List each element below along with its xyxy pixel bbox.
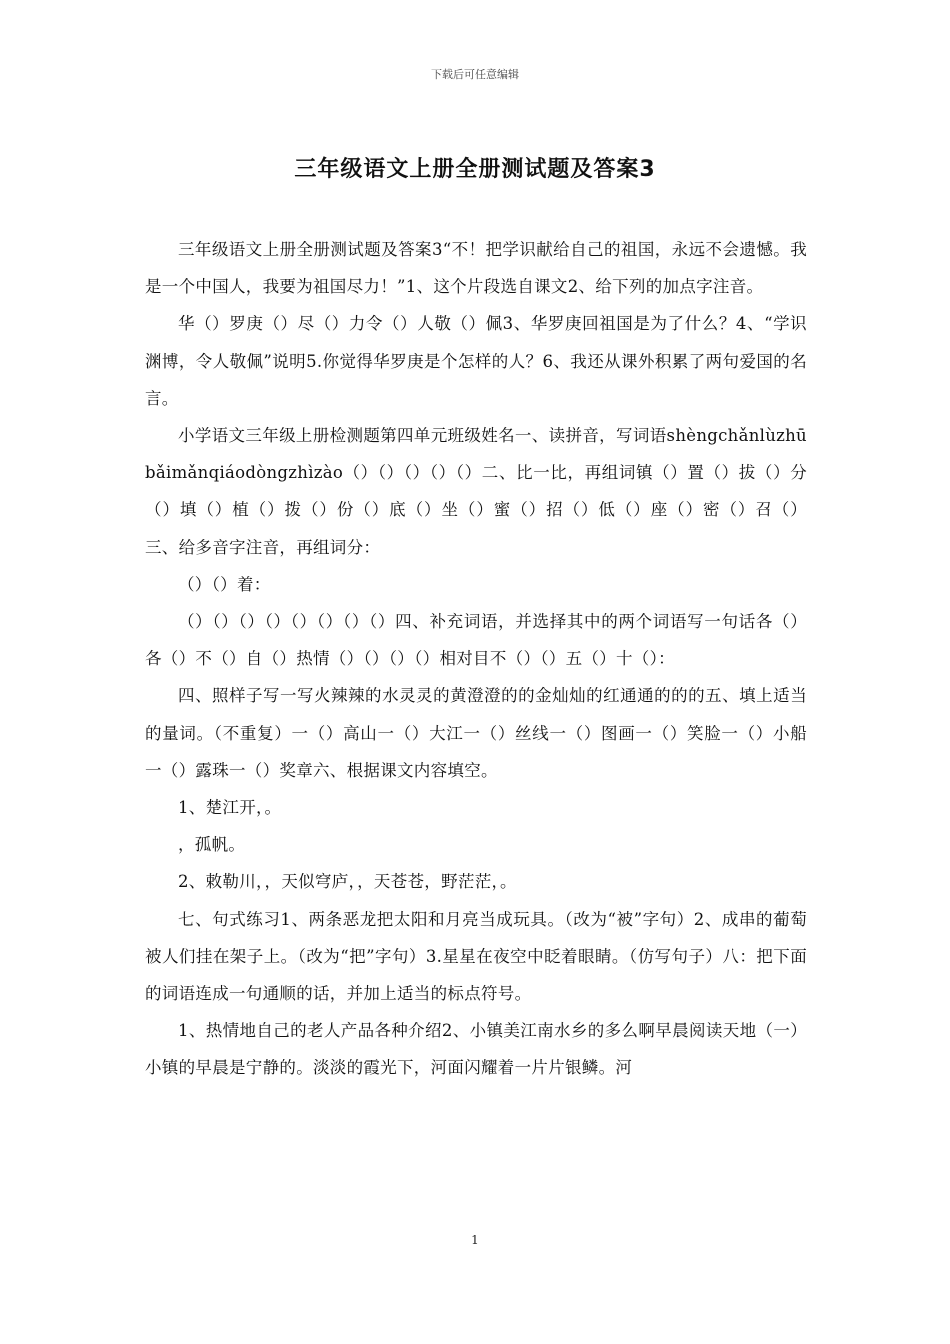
paragraph: （）（）（）（）（）（）（）（）四、补充词语，并选择其中的两个词语写一句话各（）各（）不（）自（）热情（）（）（）（）相对目不（）（）五（）十（）：: [145, 612, 807, 669]
document-title: 三年级语文上册全册测试题及答案3: [294, 157, 656, 182]
paragraph: 1、楚江开，。: [178, 798, 282, 818]
paragraph: 华（）罗庚（）尽（）力令（）人敬（）佩3、华罗庚回祖国是为了什么？4、“学识渊博，令人敬佩”说明5.你觉得华罗庚是个怎样的人？6、我还从课外积累了两句爱国的名言。: [145, 314, 807, 408]
page-number: 1: [471, 1233, 479, 1247]
paragraph: 小学语文三年级上册检测题第四单元班级姓名一、读拼音，写词语shèngchǎnlùzhūbǎimǎnqiáodòngzhìzào（）（）（）（）（）二、比一比，再组词镇（）置（）拔（）分（）填（）植（）拨（）份（）底（）坐（）蜜（）招（）低（）座（）密（）召（）三、给多音字注音，再组词分：: [145, 426, 807, 557]
paragraph: 三年级语文上册全册测试题及答案3“不！把学识献给自己的祖国，永远不会遗憾。我是一个中国人，我要为祖国尽力！”1、这个片段选自课文2、给下列的加点字注音。: [145, 240, 807, 297]
page-header: 下载后可任意编辑: [431, 68, 519, 81]
paragraph: 2、敕勒川，，天似穹庐，，天苍苍，野茫茫，。: [178, 872, 517, 892]
document-body: [145, 231, 807, 1087]
paragraph: ，孤帆。: [178, 835, 246, 855]
paragraph: 1、热情地自己的老人产品各种介绍2、小镇美江南水乡的多么啊早晨阅读天地（一）小镇的早晨是宁静的。淡淡的霞光下，河面闪耀着一片片银鳞。河: [145, 1021, 807, 1078]
paragraph: （）（）着：: [178, 574, 271, 594]
paragraph: 七、句式练习1、两条恶龙把太阳和月亮当成玩具。（改为“被”字句）2、成串的葡萄被人们挂在架子上。（改为“把”字句）3.星星在夜空中眨着眼睛。（仿写句子）八：把下面的词语连成一句通顺的话，并加上适当的标点符号。: [145, 909, 807, 1004]
paragraph: 四、照样子写一写火辣辣的水灵灵的黄澄澄的的金灿灿的红通通的的的五、填上适当的量词。（不重复）一（）高山一（）大江一（）丝线一（）图画一（）笑脸一（）小船一（）露珠一（）奖章六、根据课文内容填空。: [145, 686, 807, 780]
